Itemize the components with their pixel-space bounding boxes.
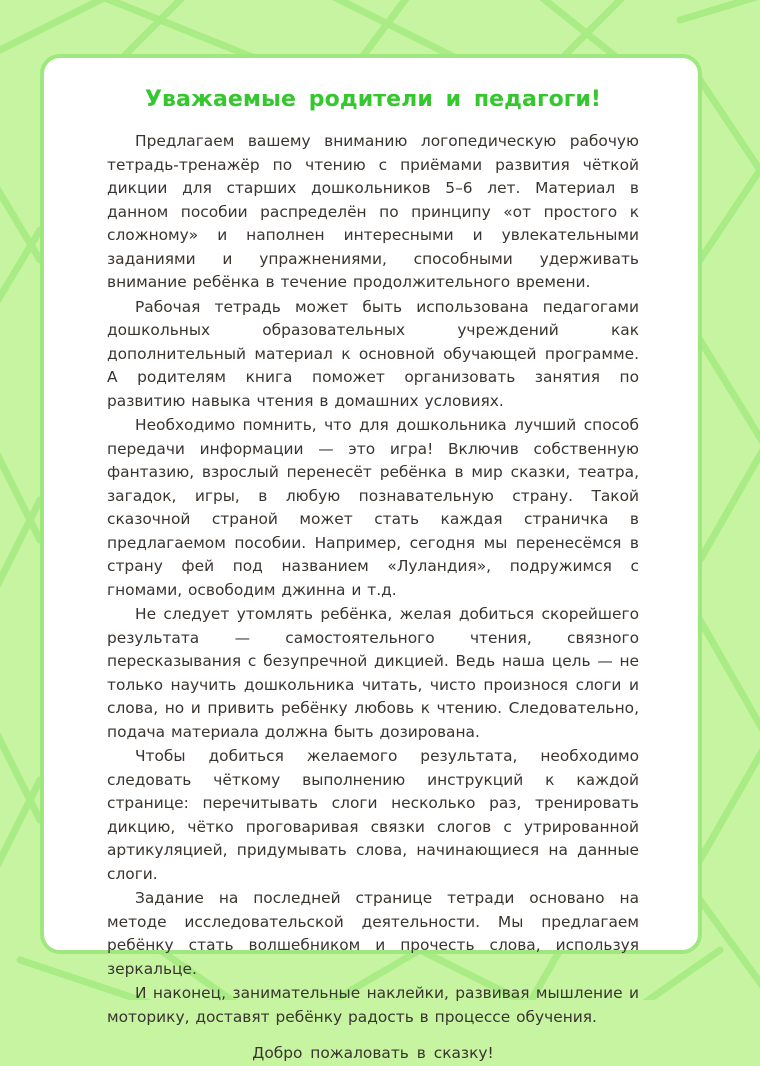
letter-card bbox=[40, 54, 702, 1062]
paragraph-6: Задание на последней странице тетради основано на методе исследовательской деятельности. Мы предлагаем ребёнку стать волшебником и прочесть слова, используя зеркальце. bbox=[107, 889, 639, 978]
paragraph-3: Необходимо помнить, что для дошкольника лучший способ передачи информации — это игра! Включив собственную фантазию, взрослый перенесёт ребёнка в мир сказки, театра, загадок, игры, в любую познавательную страну. Такой сказочной страной может стать каждая страничка в предлагаемом пособии. Например, сегодня мы перенесёмся в страну фей под названием «Луландия», подружимся с гномами, освободим джинна и т.д. bbox=[107, 416, 639, 599]
paragraph-4: Не следует утомлять ребёнка, желая добиться скорейшего результата — самостоятельного чтения, связного пересказывания с безупречной дикцией. Ведь наша цель — не только научить дошкольника читать, чисто произнося слоги и слова, но и привить ребёнку любовь к чтению. Следовательно, подача материала должна быть дозирована. bbox=[107, 605, 639, 741]
letter-content bbox=[107, 85, 639, 1066]
paragraph-7: И наконец, занимательные наклейки, развивая мышление и моторику, доставят ребёнку радость в процессе обучения. bbox=[107, 984, 639, 1026]
letter-title: Уважаемые родители и педагоги! bbox=[144, 87, 602, 112]
closing-line: Добро пожаловать в сказку! bbox=[252, 1044, 494, 1062]
paragraph-5: Чтобы добиться желаемого результата, необходимо следовать чёткому выполнению инструкций к каждой странице: перечитывать слоги несколько раз, тренировать дикцию, чётко проговаривая связки слогов с утрированной артикуляцией, придумывать слова, начинающиеся на данные слоги. bbox=[107, 747, 639, 883]
paragraph-2: Рабочая тетрадь может быть использована педагогами дошкольных образовательных учреждений как дополнительный материал к основной обучающей программе. А родителям книга поможет организовать занятия по развитию навыка чтения в домашних условиях. bbox=[107, 297, 639, 410]
paragraph-1: Предлагаем вашему вниманию логопедическую рабочую тетрадь-тренажёр по чтению с приёмами развития чёткой дикции для старших дошкольников 5–6 лет. Материал в данном пособии распределён по принципу «от простого к сложному» и наполнен интересными и увлекательными заданиями и упражнениями, способными удерживать внимание ребёнка в течение продолжительного времени. bbox=[107, 132, 639, 291]
